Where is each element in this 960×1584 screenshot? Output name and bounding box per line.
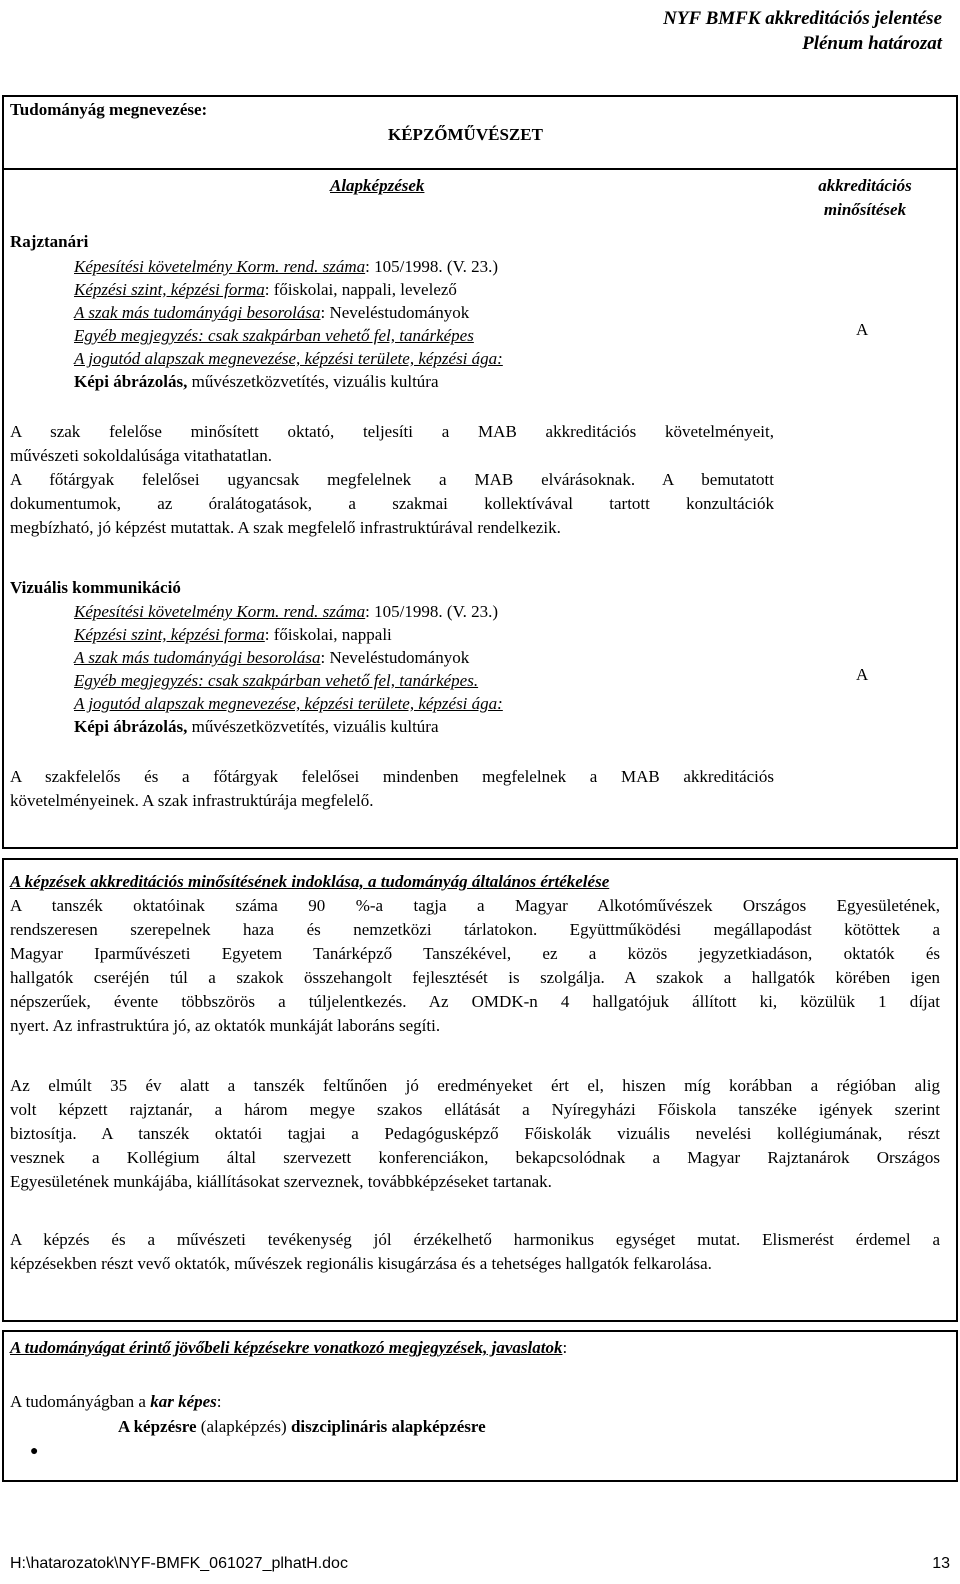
bullet-icon: ● <box>30 1444 39 1459</box>
akkreditacios-minositesek-heading <box>800 174 930 222</box>
paragraph-line: hallgatók cseréjén túl a szakok összehangolt fejlesztését is szolgálja. A szakok a hallgatók körében igen <box>10 968 940 987</box>
paragraph-line: Egyesületének munkájába, kiállításokat szerveznek, továbbképzéseket tartanak. <box>10 1172 552 1191</box>
program-2-besorolas <box>74 646 469 670</box>
besorolas-value: : Neveléstudományok <box>320 303 470 322</box>
document-header <box>663 6 942 56</box>
akkr-heading-line1: akkreditációs <box>818 176 912 195</box>
comment-line: művészeti sokoldalúsága vitathatatlan. <box>10 446 273 465</box>
future-line <box>10 1390 222 1414</box>
evaluation-paragraph-1 <box>10 894 940 1038</box>
besorolas-label: A szak más tudományági besorolása <box>74 648 321 667</box>
alapkepzesek-heading: Alapképzések <box>330 176 425 195</box>
kepi-bold: Képi ábrázolás, <box>74 372 188 391</box>
future-line-prefix: A tudományágban a <box>10 1392 151 1411</box>
kepi-rest: művészetközvetítés, vizuális kultúra <box>187 372 439 391</box>
program-1-jogutod: A jogutód alapszak megnevezése, képzési területe, képzési ága: <box>74 349 503 368</box>
future-line-suffix: : <box>216 1392 222 1411</box>
header-line-1: NYF BMFK akkreditációs jelentése <box>663 8 942 29</box>
comment-line: A főtárgyak felelősei ugyancsak megfelelnek a MAB elvárásoknak. A bemutatott <box>10 470 774 489</box>
bullet-bold-2: diszciplináris alapképzésre <box>290 1417 486 1436</box>
comment-line: dokumentumok, az óralátogatások, a szakmai kollektívával tartott konzultációk <box>10 494 774 513</box>
paragraph-line: A képzés és a művészeti tevékenység jól érzékelhető harmonikus egységet mutat. Elismerést érdemel a <box>10 1230 940 1249</box>
kepesitesi-label: Képesítési követelmény Korm. rend. száma <box>74 602 366 621</box>
program-2-egyeb: Egyéb megjegyzés: csak szakpárban vehető fel, tanárképes. <box>74 671 479 690</box>
kepzesi-value: : főiskolai, nappali <box>264 625 392 644</box>
document-footer <box>10 1552 950 1576</box>
bullet-bold-1: A képzésre <box>118 1417 197 1436</box>
paragraph-line: rendszeresen szerepelnek haza és nemzetközi tárlatokon. Együttműködési megállapodást kötöttek a <box>10 920 940 939</box>
program-2-kepi <box>74 715 439 739</box>
future-title-text: A tudományágat érintő jövőbeli képzésekre vonatkozó megjegyzések, javaslatok <box>10 1338 563 1357</box>
footer-path: H:\hatarozatok\NYF-BMFK_061027_plhatH.doc <box>10 1555 348 1572</box>
tudomanyag-name: KÉPZŐMŰVÉSZET <box>388 125 543 144</box>
kepesitesi-value: : 105/1998. (V. 23.) <box>365 257 499 276</box>
tudomanyag-label: Tudományág megnevezése: <box>10 100 208 119</box>
program-2-jogutod: A jogutód alapszak megnevezése, képzési területe, képzési ága: <box>74 694 503 713</box>
comment-line: megbízható, jó képzést mutattak. A szak megfelelő infrastruktúrával rendelkezik. <box>10 518 561 537</box>
page-number: 13 <box>932 1555 950 1572</box>
kepzesi-label: Képzési szint, képzési forma <box>74 625 265 644</box>
comment-line: követelményeinek. A szak infrastruktúrája megfelelő. <box>10 791 374 810</box>
program-1-kepi <box>74 370 439 394</box>
paragraph-line: volt képzett rajztanár, a három megye szakos ellátását a Nyíregyházi Főiskola tanszéke igények szerint <box>10 1100 940 1119</box>
divider <box>2 168 958 170</box>
paragraph-line: A tanszék oktatóinak száma 90 %-a tagja a Magyar Alkotóművészek Országos Egyesületének, <box>10 896 940 915</box>
program-2-name: Vizuális kommunikáció <box>10 578 181 597</box>
header-line-2: Plénum határozat <box>802 33 942 54</box>
program-2-comment <box>10 765 774 813</box>
program-1-egyeb: Egyéb megjegyzés: csak szakpárban vehető fel, tanárképes <box>74 326 474 345</box>
evaluation-title: A képzések akkreditációs minősítésének indoklása, a tudományág általános értékelése <box>10 872 610 891</box>
kepesitesi-value: : 105/1998. (V. 23.) <box>365 602 499 621</box>
evaluation-paragraph-3 <box>10 1228 940 1276</box>
program-2-kepzesi <box>74 623 392 647</box>
bullet-mid: (alapképzés) <box>196 1417 291 1436</box>
program-1-name: Rajztanári <box>10 232 89 251</box>
evaluation-paragraph-2 <box>10 1074 940 1194</box>
comment-line: A szak felelőse minősített oktató, teljesíti a MAB akkreditációs követelményeit, <box>10 422 774 441</box>
paragraph-line: képzésekben részt vevő oktatók, művészek regionális kisugárzása és a tehetséges hallgatók felkarolása. <box>10 1254 712 1273</box>
kepi-rest: művészetközvetítés, vizuális kultúra <box>187 717 439 736</box>
future-bullet-item <box>118 1415 486 1439</box>
program-1-grade: A <box>856 320 869 339</box>
paragraph-line: nyert. Az infrastruktúra jó, az oktatók munkáját laboráns segíti. <box>10 1016 441 1035</box>
future-title-suffix: : <box>562 1338 568 1357</box>
program-2-grade: A <box>856 665 869 684</box>
paragraph-line: vesznek a Kollégium által szervezett konferenciákon, bekapcsolódnak a Magyar Rajztanárok Országos <box>10 1148 940 1167</box>
future-title <box>10 1336 567 1360</box>
kepi-bold: Képi ábrázolás, <box>74 717 188 736</box>
besorolas-label: A szak más tudományági besorolása <box>74 303 321 322</box>
program-1-besorolas <box>74 301 469 325</box>
paragraph-line: népszerűek, évente többszörös a túljelentkezés. Az OMDK-n 4 hallgatójuk állított ki, közülük 1 díjat <box>10 992 940 1011</box>
kepesitesi-label: Képesítési követelmény Korm. rend. száma <box>74 257 366 276</box>
future-line-em: kar képes <box>150 1392 217 1411</box>
program-2-kepesitesi <box>74 600 498 624</box>
besorolas-value: : Neveléstudományok <box>320 648 470 667</box>
akkr-heading-line2: minősítések <box>823 200 907 219</box>
kepzesi-value: : főiskolai, nappali, levelező <box>264 280 457 299</box>
program-1-comment <box>10 420 774 540</box>
paragraph-line: biztosítja. A tanszék oktatói tagjai a Pedagógusképző Főiskolák vizuális nevelési kollégiumának, részt <box>10 1124 940 1143</box>
program-1-kepesitesi <box>74 255 498 279</box>
comment-line: A szakfelelős és a főtárgyak felelősei mindenben megfelelnek a MAB akkreditációs <box>10 767 774 786</box>
kepzesi-label: Képzési szint, képzési forma <box>74 280 265 299</box>
paragraph-line: Az elmúlt 35 év alatt a tanszék feltűnően jó eredményeket ért el, hiszen míg korábban a régióban alig <box>10 1076 940 1095</box>
paragraph-line: Magyar Iparművészeti Egyetem Tanárképző Tanszékével, ez a közös jegyzetkiadáson, oktatók és <box>10 944 940 963</box>
program-1-kepzesi <box>74 278 457 302</box>
